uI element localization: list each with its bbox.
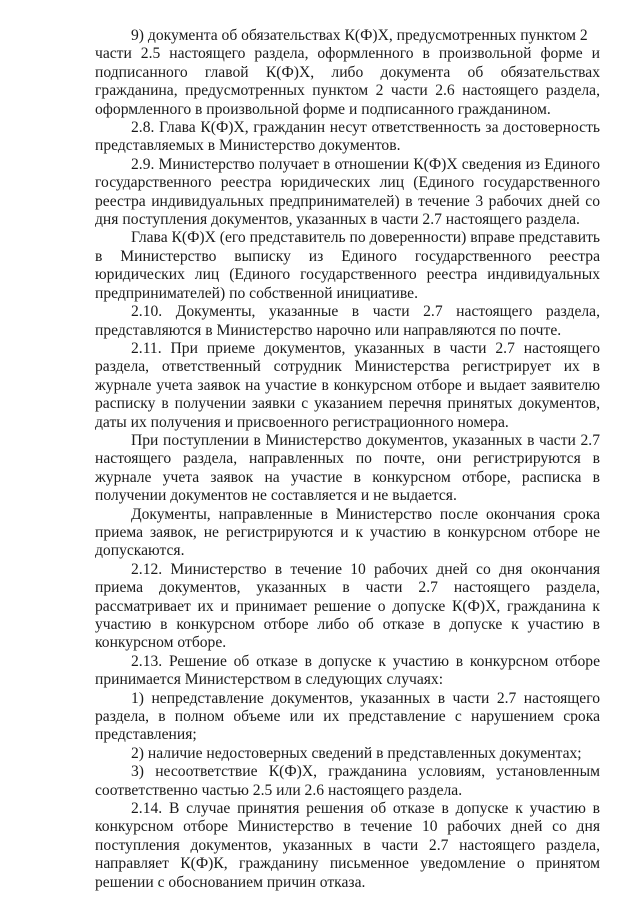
paragraph-2-9: 2.9. Министерство получает в отношении К(Ф)Х сведения из Единого государственного реестра юридических лиц (Единого государственного реестра индивидуальных предпринимателей) в течение 3 рабочих дней со дня поступления документов, указанных в части 2.7 настоящего раздела. [95, 155, 600, 229]
paragraph-2-13-item-2: 2) наличие недостоверных сведений в представленных документах; [131, 744, 582, 762]
document-body [95, 27, 600, 892]
paragraph-2-11-mail: При поступлении в Министерство документов, указанных в части 2.7 настоящего раздела, направленных по почте, они регистрируются в журнале учета заявок на участие в конкурсном отборе, расписка в получении документов не составляется и не выдается. [95, 431, 600, 505]
paragraph-2-11: 2.11. При приеме документов, указанных в части 2.7 настоящего раздела, ответственный сотрудник Министерства регистрирует их в журнале учета заявок на участие в конкурсном отборе и выдает заявителю расписку в получении заявки с указанием перечня принятых документов, даты их получения и присвоенного регистрационного номера. [95, 339, 600, 431]
paragraph-2-14: 2.14. В случае принятия решения об отказе в допуске к участию в конкурсном отборе Министерство в течение 10 рабочих дней со дня поступления документов, указанных в части 2.7 настоящего раздела, направляет К(Ф)К, гражданину письменное уведомление о принятом решении с обоснованием причин отказа. [95, 800, 600, 891]
paragraph-2-13-item-1: 1) непредставление документов, указанных в части 2.7 настоящего раздела, в полном объеме или их представление с нарушением срока представления; [95, 689, 600, 744]
paragraph-2-8: 2.8. Глава К(Ф)Х, гражданин несут ответственность за достоверность представляемых в Министерство документов. [95, 119, 600, 155]
paragraph-item-9: 9) документа об обязательствах К(Ф)Х, предусмотренных пунктом 2 части 2.5 настоящего раздела, оформленного в произвольной форме и подписанного главой К(Ф)Х, либо документа об обязательствах гражданина, предусмотренных пунктом 2 части 2.6 настоящего раздела, оформленного в произвольной форме и подписанного гражданином. [95, 27, 600, 118]
paragraph-2-9-extract: Глава К(Ф)Х (его представитель по доверенности) вправе представить в Министерство выписку из Единого государственного реестра юридических лиц (Единого государственного реестра индивидуальных предпринимателей) по собственной инициативе. [95, 229, 600, 302]
paragraph-2-10: 2.10. Документы, указанные в части 2.7 настоящего раздела, представляются в Министерство нарочно или направляются по почте. [95, 303, 600, 339]
paragraph-2-12: 2.12. Министерство в течение 10 рабочих дней со дня окончания приема документов, указанных в части 2.7 настоящего раздела, рассматривает их и принимает решение о допуске К(Ф)Х, гражданина к участию в конкурсном отборе либо об отказе в допуске к участию в конкурсном отборе. [95, 560, 600, 652]
paragraph-2-13-item-3: 3) несоответствие К(Ф)Х, гражданина условиям, установленным соответственно частью 2.5 или 2.6 настоящего раздела. [95, 763, 600, 799]
paragraph-2-13: 2.13. Решение об отказе в допуске к участию в конкурсном отборе принимается Министерством в следующих случаях: [95, 652, 600, 689]
paragraph-2-11-late: Документы, направленные в Министерство после окончания срока приема заявок, не регистрируются и к участию в конкурсном отборе не допускаются. [95, 505, 600, 560]
